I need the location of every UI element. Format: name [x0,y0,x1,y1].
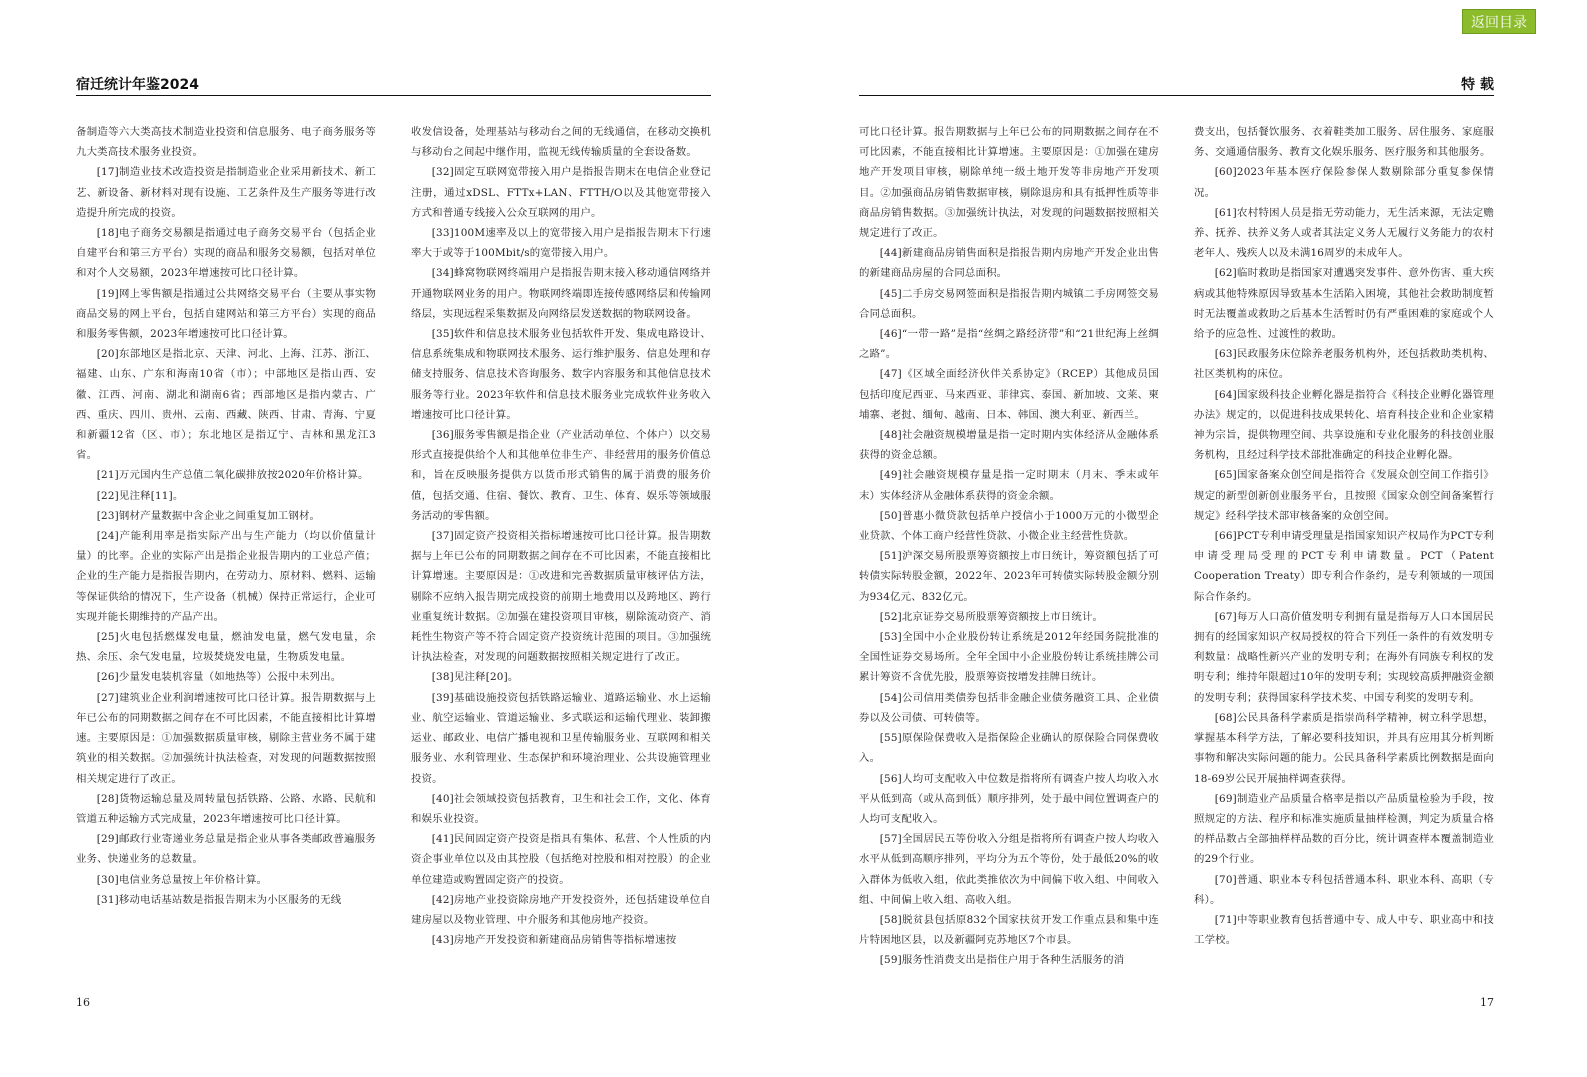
note-paragraph: [28]货物运输总量及周转量包括铁路、公路、水路、民航和管道五种运输方式完成量，2023年增速按可比口径计算。 [76,792,376,825]
note-paragraph: [31]移动电话基站数是指报告期末为小区服务的无线 [96,893,342,906]
note-paragraph: [39]基础设施投资包括铁路运输业、道路运输业、水上运输业、航空运输业、管道运输业、多式联运和运输代理业、装卸搬运业、邮政业、电信广播电视和卫星传输服务业、互联网和相关服务业、水利管理业、生态保护和环境治理业、公共设施管理业投资。 [411,691,711,785]
note-paragraph: [58]脱贫县包括原832个国家扶贫开发工作重点县和集中连片特困地区县，以及新疆阿克苏地区7个市县。 [859,913,1159,947]
note-paragraph: [27]建筑业企业利润增速按可比口径计算。报告期数据与上年已公布的同期数据之间存在不可比因素，不能直接相比计算增速。主要原因是：①加强数据质量审核，剔除主营业务不属于建筑业的相关数据。②加强统计执法检查，对发现的问题数据按照相关规定进行了改正。 [76,691,376,785]
note-paragraph: [34]蜂窝物联网终端用户是指报告期末接入移动通信网络并开通物联网业务的用户。物联网终端即连接传感网络层和传输网络层，实现远程采集数据及向网络层发送数据的物联网设备。 [411,267,711,320]
note-paragraph: [50]普惠小微贷款包括单户授信小于1000万元的小微型企业贷款、个体工商户经营性贷款、小微企业主经营性贷款。 [859,509,1159,543]
note-paragraph: [46]“一带一路”是指“丝绸之路经济带”和“21世纪海上丝绸之路”。 [859,328,1159,361]
left-running-header: 宿迁统计年鉴2024 [76,77,199,93]
note-paragraph: [32]固定互联网宽带接入用户是指报告期末在电信企业登记注册，通过xDSL、FTTx+LAN、FTTH/O以及其他宽带接入方式和普通专线接入公众互联网的用户。 [411,166,711,219]
note-paragraph: [20]东部地区是指北京、天津、河北、上海、江苏、浙江、福建、山东、广东和海南10省（市）；中部地区是指山西、安徽、江西、河南、湖北和湖南6省；西部地区是指内蒙古、广西、重庆、四川、贵州、云南、西藏、陕西、甘肃、青海、宁夏和新疆12省（区、市）；东北地区是指辽宁、吉林和黑龙江3省。 [76,348,376,462]
note-paragraph: [26]少量发电装机容量（如地热等）公报中未列出。 [96,671,342,684]
note-paragraph: [38]见注释[20]。 [431,671,519,684]
note-paragraph: [25]火电包括燃煤发电量，燃油发电量，燃气发电量，余热、余压、余气发电量，垃圾焚烧发电量，生物质发电量。 [76,631,376,664]
note-paragraph: [65]国家备案众创空间是指符合《发展众创空间工作指引》规定的新型创新创业服务平台，且按照《国家众创空间备案暂行规定》经科学技术部审核备案的众创空间。 [1194,469,1494,522]
note-paragraph: [53]全国中小企业股份转让系统是2012年经国务院批准的全国性证券交易场所。全年全国中小企业股份转让系统挂牌公司累计筹资不含优先股，股票筹资按增发挂牌日统计。 [859,631,1159,684]
text-column-2 [411,122,711,950]
note-paragraph: [56]人均可支配收入中位数是指将所有调查户按人均收入水平从低到高（或从高到低）顺序排列，处于最中间位置调查户的人均可支配收入。 [859,772,1159,825]
note-paragraph: [44]新建商品房销售面积是指报告期内房地产开发企业出售的新建商品房屋的合同总面积。 [859,247,1159,280]
note-paragraph: [51]沪深交易所股票筹资额按上市日统计，筹资额包括了可转债实际转股金额，2022年、2023年可转债实际转股金额分别为934亿元、832亿元。 [859,550,1159,603]
back-to-contents-button[interactable]: 返回目录 [1462,9,1536,34]
page-number-right: 17 [1480,996,1494,1009]
note-paragraph: [19]网上零售额是指通过公共网络交易平台（主要从事实物商品交易的网上平台，包括自建网站和第三方平台）实现的商品和服务零售额，2023年增速按可比口径计算。 [76,287,376,341]
note-paragraph: [55]原保险保费收入是指保险企业确认的原保险合同保费收入。 [859,732,1159,765]
note-paragraph: [71]中等职业教育包括普通中专、成人中专、职业高中和技工学校。 [1194,913,1494,947]
right-running-header: 特 载 [1461,77,1494,93]
text-column-4 [1194,122,1494,950]
note-paragraph: [37]固定资产投资相关指标增速按可比口径计算。报告期数据与上年已公布的同期数据之间存在不可比因素，不能直接相比计算增速。主要原因是：①改进和完善数据质量审核评估方法，剔除不应纳入报告期完成投资的前期土地费用以及跨地区、跨行业重复统计数据。②加强在建投资项目审核，剔除流动资产、消耗性生物资产等不符合固定资产投资统计范围的项目。③加强统计执法检查，对发现的问题数据按照相关规定进行了改正。 [411,530,711,664]
left-header-rule [76,95,711,96]
note-paragraph: 备制造等六大类高技术制造业投资和信息服务、电子商务服务等九大类高技术服务业投资。 [76,126,376,159]
note-paragraph: [17]制造业技术改造投资是指制造业企业采用新技术、新工艺、新设备、新材料对现有设施、工艺条件及生产服务等进行改造提升所完成的投资。 [76,166,376,219]
note-paragraph: [63]民政服务床位除养老服务机构外，还包括救助类机构、社区类机构的床位。 [1194,348,1494,381]
note-paragraph: [21]万元国内生产总值二氧化碳排放按2020年价格计算。 [96,469,369,482]
note-paragraph: [36]服务零售额是指企业（产业活动单位、个体户）以交易形式直接提供给个人和其他单位非生产、非经营用的服务价值总和，旨在反映服务提供方以货币形式销售的属于消费的服务价值，包括交通、住宿、餐饮、教育、卫生、体育、娱乐等领域服务活动的零售额。 [411,429,711,522]
note-paragraph: [41]民间固定资产投资是指具有集体、私营、个人性质的内资企事业单位以及由其控股（包括绝对控股和相对控股）的企业单位建造或购置固定资产的投资。 [411,833,711,886]
note-paragraph: [62]临时救助是指国家对遭遇突发事件、意外伤害、重大疾病或其他特殊原因导致基本生活陷入困境，其他社会救助制度暂时无法覆盖或救助之后基本生活暂时仍有严重困难的家庭或个人给予的应急性、过渡性的救助。 [1194,267,1494,341]
note-paragraph: 可比口径计算。报告期数据与上年已公布的同期数据之间存在不可比因素，不能直接相比计算增速。主要原因是：①加强在建房地产开发项目审核，剔除单纯一级土地开发等非房地产开发项目。②加强商品房销售数据审核，剔除退房和具有抵押性质等非商品房销售数据。③加强统计执法，对发现的问题数据按照相关规定进行了改正。 [859,126,1159,240]
note-paragraph: [67]每万人口高价值发明专利拥有量是指每万人口本国居民拥有的经国家知识产权局授权的符合下列任一条件的有效发明专利数量：战略性新兴产业的发明专利；在海外有同族专利权的发明专利；维持年限超过10年的发明专利；实现较高质押融资金额的发明专利；获得国家科学技术奖、中国专利奖的发明专利。 [1194,610,1494,704]
note-paragraph: [30]电信业务总量按上年价格计算。 [96,873,268,886]
note-paragraph: [57]全国居民五等份收入分组是指将所有调查户按人均收入水平从低到高顺序排列，平均分为五个等份，处于最低20%的收入群体为低收入组，依此类推依次为中间偏下收入组、中间收入组、中间偏上收入组、高收入组。 [859,833,1159,906]
note-paragraph: [52]北京证券交易所股票筹资额按上市日统计。 [879,610,1104,623]
note-paragraph: [22]见注释[11]。 [96,489,184,502]
note-paragraph: [68]公民具备科学素质是指崇尚科学精神，树立科学思想，掌握基本科学方法，了解必要科技知识，并具有应用其分析判断事物和解决实际问题的能力。公民具备科学素质比例数据是面向18-69岁公民开展抽样调查获得。 [1194,711,1494,785]
text-column-3 [859,122,1159,971]
note-paragraph: [35]软件和信息技术服务业包括软件开发、集成电路设计、信息系统集成和物联网技术服务、运行维护服务、信息处理和存储支持服务、信息技术咨询服务、数字内容服务和其他信息技术服务等行业。2023年软件和信息技术服务业完成软件业务收入增速按可比口径计算。 [411,328,711,421]
page-number-left: 16 [76,996,90,1009]
note-paragraph: [33]100M速率及以上的宽带接入用户是指报告期末下行速率大于或等于100Mbit/s的宽带接入用户。 [411,227,711,260]
note-paragraph: [70]普通、职业本专科包括普通本科、职业本科、高职（专科）。 [1194,873,1494,906]
note-paragraph: [61]农村特困人员是指无劳动能力，无生活来源，无法定赡养、抚养、扶养义务人或者其法定义务人无履行义务能力的农村老年人、残疾人以及未满16周岁的未成年人。 [1194,206,1494,260]
note-paragraph: 费支出，包括餐饮服务、衣着鞋类加工服务、居住服务、家庭服务、交通通信服务、教育文化娱乐服务、医疗服务和其他服务。 [1194,126,1494,159]
note-paragraph: [24]产能利用率是指实际产出与生产能力（均以价值量计量）的比率。企业的实际产出是指企业报告期内的工业总产值；企业的生产能力是指报告期内，在劳动力、原材料、燃料、运输等保证供给的情况下，生产设备（机械）保持正常运行，企业可实现并能长期维持的产品产出。 [76,530,376,623]
note-paragraph: [69]制造业产品质量合格率是指以产品质量检验为手段，按照规定的方法、程序和标准实施质量抽样检测，判定为质量合格的样品数占全部抽样样品数的百分比，统计调查样本覆盖制造业的29个行业。 [1194,792,1494,866]
note-paragraph: [43]房地产开发投资和新建商品房销售等指标增速按 [431,934,677,947]
note-paragraph: [40]社会领域投资包括教育，卫生和社会工作，文化、体育和娱乐业投资。 [411,792,711,825]
note-paragraph: [64]国家级科技企业孵化器是指符合《科技企业孵化器管理办法》规定的，以促进科技成果转化、培育科技企业和企业家精神为宗旨，提供物理空间、共享设施和专业化服务的科技创业服务机构，且经过科学技术部批准确定的科技企业孵化器。 [1194,388,1494,462]
note-paragraph: [59]服务性消费支出是指住户用于各种生活服务的消 [879,954,1125,967]
right-header-rule [859,95,1494,96]
note-paragraph: [47]《区域全面经济伙伴关系协定》（RCEP）其他成员国包括印度尼西亚、马来西亚、菲律宾、泰国、新加坡、文莱、柬埔寨、老挝、缅甸、越南、日本、韩国、澳大利亚、新西兰。 [859,368,1159,421]
note-paragraph: [42]房地产业投资除房地产开发投资外，还包括建设单位自建房屋以及物业管理、中介服务和其他房地产投资。 [411,893,711,926]
note-paragraph: [60]2023年基本医疗保险参保人数剔除部分重复参保情况。 [1194,166,1494,199]
note-paragraph: [66]PCT专利申请受理量是指国家知识产权局作为PCT专利申请受理局受理的PCT专利申请数量。PCT（Patent Cooperation Treaty）即专利合作条约，是专利领域的一项国际合作条约。 [1194,530,1494,603]
note-paragraph: [45]二手房交易网签面积是指报告期内城镇二手房网签交易合同总面积。 [859,287,1159,320]
note-paragraph: 收发信设备，处理基站与移动台之间的无线通信，在移动交换机与移动台之间起中继作用，监视无线传输质量的全套设备数。 [411,126,711,159]
note-paragraph: [23]钢材产量数据中含企业之间重复加工钢材。 [96,509,321,522]
note-paragraph: [18]电子商务交易额是指通过电子商务交易平台（包括企业自建平台和第三方平台）实现的商品和服务交易额，包括对单位和对个人交易额，2023年增速按可比口径计算。 [76,227,376,280]
note-paragraph: [29]邮政行业寄递业务总量是指企业从事各类邮政普遍服务业务、快递业务的总数量。 [76,833,376,866]
note-paragraph: [48]社会融资规模增量是指一定时期内实体经济从金融体系获得的资金总额。 [859,429,1159,462]
text-column-1 [76,122,376,910]
note-paragraph: [49]社会融资规模存量是指一定时期末（月末、季末或年末）实体经济从金融体系获得的资金余额。 [859,469,1159,502]
note-paragraph: [54]公司信用类债券包括非金融企业债务融资工具、企业债券以及公司债、可转债等。 [859,691,1159,724]
